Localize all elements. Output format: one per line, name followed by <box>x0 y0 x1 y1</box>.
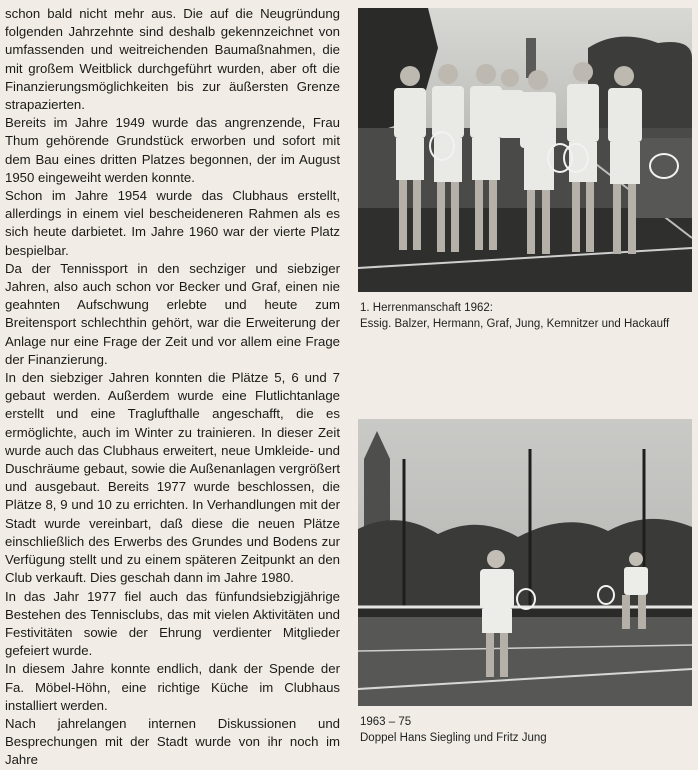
paragraph: In das Jahr 1977 fiel auch das fünfundsiebzigjährige Bestehen des Tennisclubs, das mit vielen Aktivitäten und Festivitäten sowie der Ehrung verdienter Mitglieder gefeiert wurde. <box>5 588 340 659</box>
paragraph: Da der Tennissport in den sechziger und siebziger Jahren, also auch schon vor Becker und Graf, einen nie geahnten Aufschwung erlebte und heute zum Breitensport schlechthin gehört, war die Erweiterung der Anlage nur eine Frage der Zeit und vor allem eine Frage der Finanzierung. <box>5 260 340 367</box>
paragraph: In den siebziger Jahren konnten die Plätze 5, 6 und 7 gebaut werden. Außerdem wurde eine Flutlichtanlage erstellt und eine Traglufthalle angeschafft, die es ermöglichte, auch im Winter zu trainieren. In dieser Zeit wurde auch das Clubhaus erweitert, neue Umkleide- und Duschräume gebaut, sowie die Außenanlagen vergrößert und ausgebaut. Bereits 1977 wurde beschlossen, die Plätze 8, 9 und 10 zu errichten. In Verhandlungen mit der Stadt wurde vereinbart, daß diese die neuen Plätze einschließlich des Erwerbs des Grundes und Bodens zur Verfügung stellt und zu einem späteren Zeitpunkt an den Club verkauft. Dies geschah dann im Jahre 1980. <box>5 370 340 586</box>
article-text <box>5 5 340 770</box>
caption-line: 1. Herrenmanschaft 1962: <box>360 302 493 314</box>
paragraph: Bereits im Jahre 1949 wurde das angrenzende, Frau Thum gehörende Grundstück erworben und sofort mit dem Bau eines dritten Platzes begonnen, der im August 1950 eingeweiht werden konnte. <box>5 115 340 185</box>
caption-line: 1963 – 75 <box>360 716 412 728</box>
team-photo <box>358 8 692 292</box>
paragraph: Schon im Jahre 1954 wurde das Clubhaus erstellt, allerdings in einem viel bescheideneren Rahmen als es sich heute darbietet. Im Jahre 1960 war der vierte Platz bespielbar. <box>5 188 340 258</box>
team-photo-caption <box>360 300 690 332</box>
doubles-photo <box>358 419 692 706</box>
paragraph: schon bald nicht mehr aus. Die auf die Neugründung folgenden Jahrzehnte sind deshalb gekennzeichnet von umfassenden und weitreichenden Baumaßnahmen, die mit großem Weitblick durchgeführt wurden, aber oft die Finanzierungsmöglichkeiten bis zur äußersten Grenze strapazierten. <box>5 6 340 113</box>
caption-line: Doppel Hans Siegling und Fritz Jung <box>360 732 547 744</box>
caption-line: Essig. Balzer, Hermann, Graf, Jung, Kemnitzer und Hackauff <box>360 318 670 330</box>
paragraph: In diesem Jahre konnte endlich, dank der Spende der Fa. Möbel-Höhn, eine richtige Küche im Clubhaus installiert werden. <box>5 661 340 713</box>
doubles-photo-caption <box>360 714 690 746</box>
paragraph: Nach jahrelangen internen Diskussionen und Besprechungen mit der Stadt wurde von ihr noch im Jahre <box>5 715 340 768</box>
